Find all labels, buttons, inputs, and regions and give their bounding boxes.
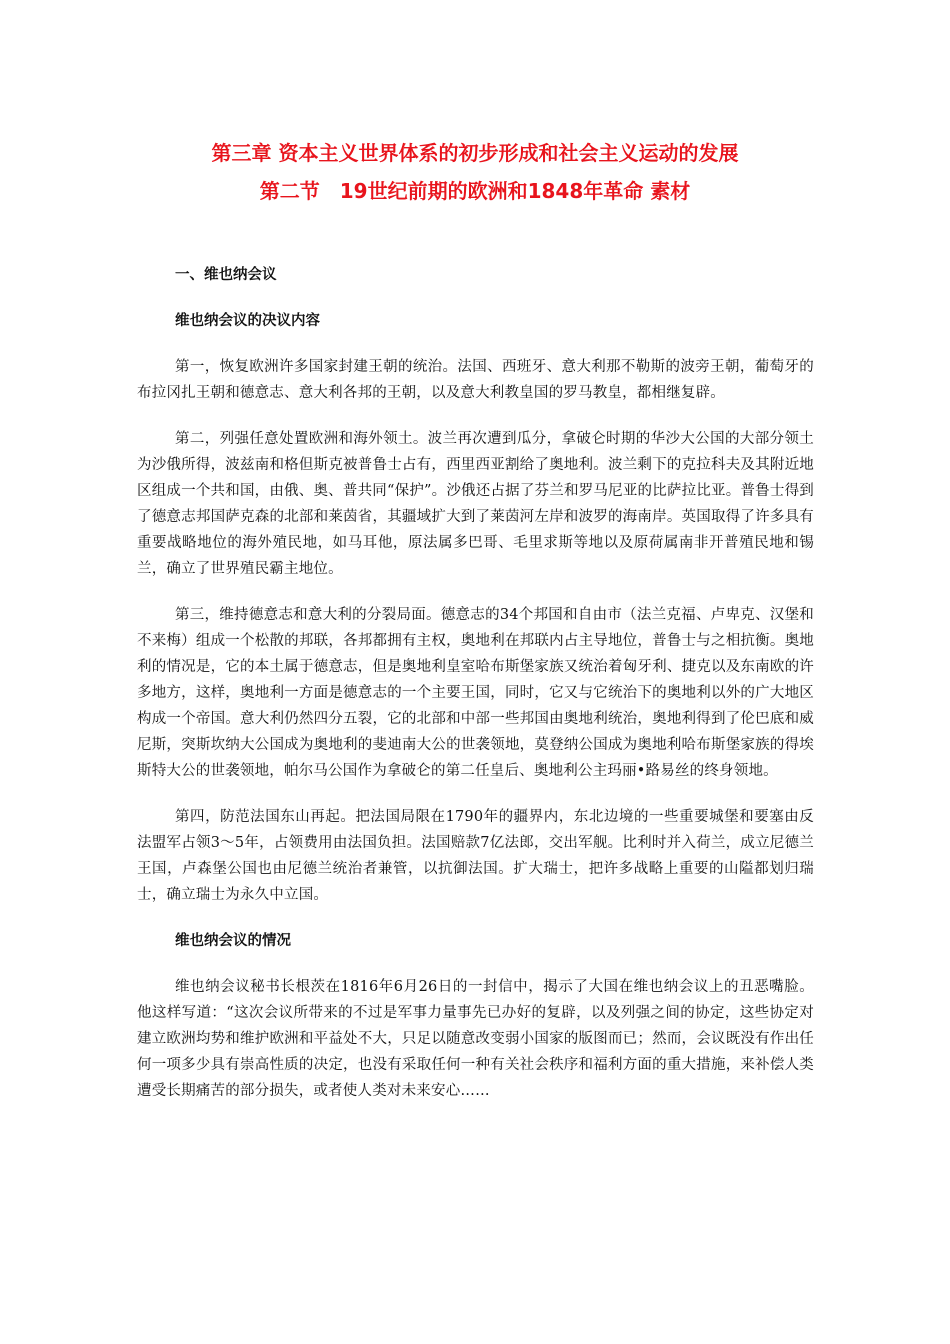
section-title: 第二节 19世纪前期的欧洲和1848年革命 素材 (259, 179, 691, 203)
heading-vienna-congress: 一、维也纳会议 (175, 267, 277, 283)
paragraph-first: 第一，恢复欧洲许多国家封建王朝的统治。法国、西班牙、意大利那不勒斯的波旁王朝，葡萄牙的布拉冈扎王朝和德意志、意大利各邦的王朝，以及意大利教皇国的罗马教皇，都相继复辟。 (137, 359, 814, 401)
document-title (0, 134, 950, 210)
paragraph-third: 第三，维持德意志和意大利的分裂局面。德意志的34个邦国和自由市（法兰克福、卢卑克、汉堡和不来梅）组成一个松散的邦联，各邦都拥有主权，奥地利在邦联内占主导地位，普鲁士与之相抗衡。奥地利的情况是，它的本土属于德意志，但是奥地利皇室哈布斯堡家族又统治着匈牙利、捷克以及东南欧的许多地方，这样，奥地利一方面是德意志的一个主要王国，同时，它又与它统治下的奥地利以外的广大地区构成一个帝国。意大利仍然四分五裂，它的北部和中部一些邦国由奥地利统治，奥地利得到了伦巴底和威尼斯，突斯坎纳大公国成为奥地利的斐迪南大公的世袭领地，莫登纳公国成为奥地利哈布斯堡家族的得埃斯特大公的世袭领地，帕尔马公国作为拿破仑的第二任皇后、奥地利公主玛丽•路易丝的终身领地。 (137, 607, 814, 779)
chapter-title: 第三章 资本主义世界体系的初步形成和社会主义运动的发展 (211, 141, 739, 165)
paragraph-fourth: 第四，防范法国东山再起。把法国局限在1790年的疆界内，东北边境的一些重要城堡和要塞由反法盟军占领3～5年，占领费用由法国负担。法国赔款7亿法郎，交出军舰。比利时并入荷兰，成立尼德兰王国，卢森堡公国也由尼德兰统治者兼管，以抗御法国。扩大瑞士，把许多战略上重要的山隘都划归瑞士，确立瑞士为永久中立国。 (137, 809, 814, 903)
paragraph-second: 第二，列强任意处置欧洲和海外领土。波兰再次遭到瓜分，拿破仑时期的华沙大公国的大部分领土为沙俄所得，波兹南和格但斯克被普鲁士占有，西里西亚割给了奥地利。波兰剩下的克拉科夫及其附近地区组成一个共和国，由俄、奥、普共同“保护”。沙俄还占据了芬兰和罗马尼亚的比萨拉比亚。普鲁士得到了德意志邦国萨克森的北部和莱茵省，其疆域扩大到了莱茵河左岸和波罗的海南岸。英国取得了许多具有重要战略地位的海外殖民地，如马耳他，原法属多巴哥、毛里求斯等地以及原荷属南非开普殖民地和锡兰，确立了世界殖民霸主地位。 (137, 431, 814, 577)
heading-congress-situation: 维也纳会议的情况 (175, 933, 291, 949)
paragraph-gentz-letter: 维也纳会议秘书长根茨在1816年6月26日的一封信中，揭示了大国在维也纳会议上的丑恶嘴脸。他这样写道：“这次会议所带来的不过是军事力量事先已办好的复辟，以及列强之间的协定，这些协定对建立欧洲均势和维护欧洲和平益处不大，只足以随意改变弱小国家的版图而已；然而，会议既没有作出任何一项多少具有崇高性质的决定，也没有采取任何一种有关社会秩序和福利方面的重大措施，来补偿人类遭受长期痛苦的部分损失，或者使人类对未来安心…… (137, 979, 814, 1099)
heading-resolutions: 维也纳会议的决议内容 (175, 313, 320, 329)
document-body (137, 262, 814, 1124)
